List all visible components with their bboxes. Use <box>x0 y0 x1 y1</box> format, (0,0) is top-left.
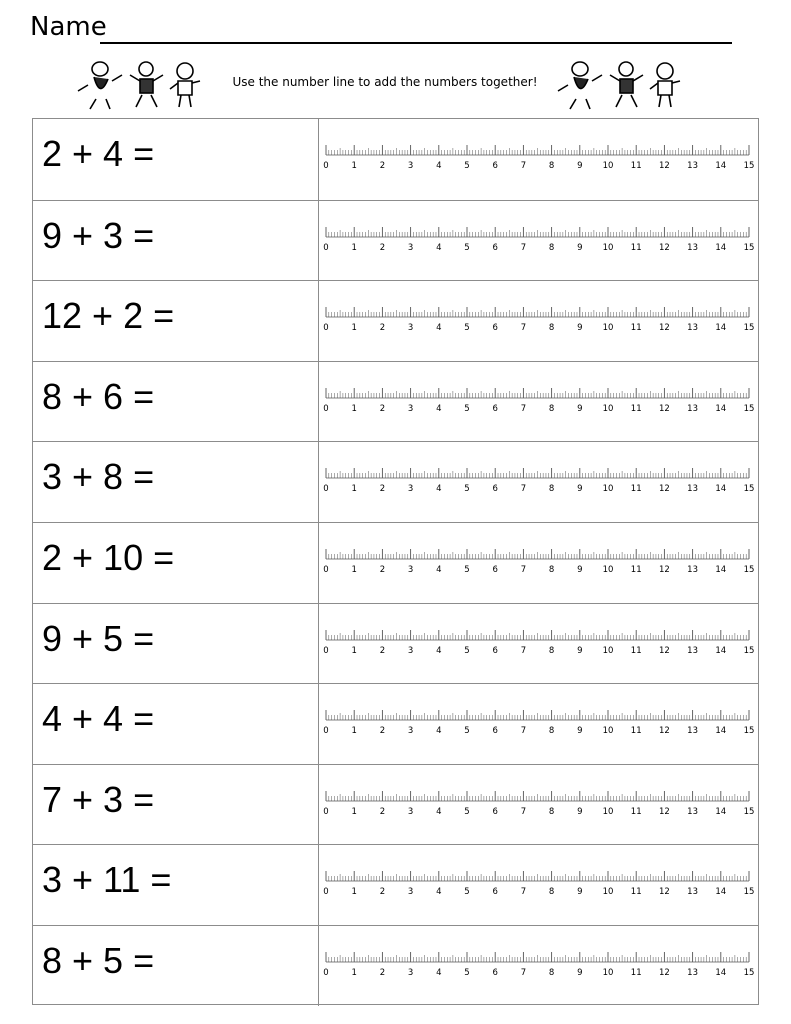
tick-label: 3 <box>407 403 414 414</box>
tick-label: 7 <box>520 806 527 817</box>
tick-label: 15 <box>743 323 755 334</box>
tick-label: 8 <box>548 726 555 737</box>
tick-label: 7 <box>520 323 527 334</box>
tick-label: 4 <box>436 887 442 898</box>
tick-label: 3 <box>407 323 414 334</box>
tick-label: 10 <box>602 887 614 898</box>
tick-label: 4 <box>436 806 442 817</box>
tick-label: 7 <box>520 161 527 171</box>
tick-label: 13 <box>687 484 699 495</box>
tick-label: 8 <box>548 806 555 817</box>
tick-label: 14 <box>715 403 727 414</box>
tick-label: 0 <box>323 887 329 898</box>
number-line[interactable] <box>318 139 758 187</box>
tick-label: 6 <box>492 565 498 575</box>
tick-label: 6 <box>492 726 498 737</box>
tick-label: 6 <box>492 645 498 656</box>
tick-label: 5 <box>464 242 470 253</box>
tick-label: 6 <box>492 968 498 978</box>
problem-text: 3 + 8 = <box>42 456 155 498</box>
problem-table <box>32 118 759 1005</box>
instruction-text: Use the number line to add the numbers together! <box>232 75 538 89</box>
tick-label: 15 <box>743 806 755 817</box>
tick-label: 13 <box>687 403 699 414</box>
tick-label: 14 <box>715 242 727 253</box>
tick-label: 5 <box>464 968 470 978</box>
tick-label: 7 <box>520 968 527 978</box>
tick-label: 4 <box>436 484 442 495</box>
tick-label: 14 <box>715 484 727 495</box>
number-line[interactable] <box>318 543 758 591</box>
problem-row <box>33 361 758 442</box>
tick-label: 1 <box>351 161 357 171</box>
tick-label: 2 <box>379 242 386 253</box>
tick-label: 12 <box>658 887 670 898</box>
tick-label: 7 <box>520 645 527 656</box>
tick-label: 1 <box>351 403 357 414</box>
tick-label: 12 <box>658 806 670 817</box>
tick-label: 2 <box>379 403 386 414</box>
tick-label: 15 <box>743 403 755 414</box>
tick-label: 1 <box>351 645 357 656</box>
tick-label: 15 <box>743 161 755 171</box>
cartoon-kids-left-icon <box>70 55 210 113</box>
problem-text: 12 + 2 = <box>42 295 175 337</box>
problem-row <box>33 683 758 764</box>
tick-label: 3 <box>407 726 414 737</box>
tick-label: 6 <box>492 403 498 414</box>
tick-label: 7 <box>520 242 527 253</box>
tick-label: 9 <box>577 726 583 737</box>
tick-label: 15 <box>743 887 755 898</box>
tick-label: 10 <box>602 565 614 575</box>
tick-label: 7 <box>520 403 527 414</box>
tick-label: 8 <box>548 403 555 414</box>
tick-label: 11 <box>630 726 642 737</box>
tick-label: 0 <box>323 403 329 414</box>
tick-label: 1 <box>351 323 357 334</box>
tick-label: 12 <box>658 968 670 978</box>
tick-label: 12 <box>658 242 670 253</box>
tick-label: 4 <box>436 968 442 978</box>
tick-label: 11 <box>630 242 642 253</box>
tick-label: 11 <box>630 323 642 334</box>
cartoon-kids-right-icon <box>550 55 690 113</box>
tick-label: 10 <box>602 484 614 495</box>
tick-label: 0 <box>323 726 329 737</box>
tick-label: 9 <box>577 242 583 253</box>
problem-row <box>33 280 758 361</box>
tick-label: 3 <box>407 887 414 898</box>
tick-label: 11 <box>630 887 642 898</box>
tick-label: 2 <box>379 484 386 495</box>
tick-label: 15 <box>743 968 755 978</box>
tick-label: 4 <box>436 323 442 334</box>
tick-label: 4 <box>436 161 442 171</box>
tick-label: 10 <box>602 645 614 656</box>
tick-label: 2 <box>379 645 386 656</box>
problem-row <box>33 764 758 845</box>
tick-label: 14 <box>715 161 727 171</box>
tick-label: 5 <box>464 806 470 817</box>
tick-label: 2 <box>379 806 386 817</box>
tick-label: 13 <box>687 242 699 253</box>
tick-label: 4 <box>436 645 442 656</box>
problem-text: 7 + 3 = <box>42 778 155 820</box>
tick-label: 4 <box>436 242 442 253</box>
tick-label: 11 <box>630 403 642 414</box>
tick-label: 5 <box>464 887 470 898</box>
tick-label: 1 <box>351 726 357 737</box>
tick-label: 1 <box>351 484 357 495</box>
tick-label: 5 <box>464 726 470 737</box>
tick-label: 10 <box>602 403 614 414</box>
tick-label: 11 <box>630 484 642 495</box>
problem-row <box>33 200 758 281</box>
number-line[interactable] <box>318 301 758 349</box>
problem-text: 2 + 10 = <box>42 537 175 578</box>
tick-label: 12 <box>658 484 670 495</box>
tick-label: 15 <box>743 645 755 656</box>
tick-label: 13 <box>687 161 699 171</box>
tick-label: 6 <box>492 161 498 171</box>
tick-label: 3 <box>407 242 414 253</box>
tick-label: 7 <box>520 484 527 495</box>
tick-label: 15 <box>743 242 755 253</box>
tick-label: 12 <box>658 645 670 656</box>
tick-label: 9 <box>577 323 583 334</box>
tick-label: 9 <box>577 403 583 414</box>
tick-label: 6 <box>492 242 498 253</box>
tick-label: 5 <box>464 403 470 414</box>
tick-label: 11 <box>630 968 642 978</box>
tick-label: 6 <box>492 484 498 495</box>
problem-row <box>33 844 758 925</box>
tick-label: 15 <box>743 726 755 737</box>
problem-row <box>33 119 758 200</box>
tick-label: 14 <box>715 323 727 334</box>
tick-label: 2 <box>379 161 386 171</box>
tick-label: 10 <box>602 968 614 978</box>
tick-label: 15 <box>743 565 755 575</box>
problem-row <box>33 603 758 684</box>
tick-label: 12 <box>658 161 670 171</box>
tick-label: 14 <box>715 565 727 575</box>
tick-label: 13 <box>687 323 699 334</box>
tick-label: 8 <box>548 323 555 334</box>
problem-text: 9 + 5 = <box>42 617 155 659</box>
tick-label: 3 <box>407 645 414 656</box>
tick-label: 3 <box>407 565 414 575</box>
tick-label: 9 <box>577 968 583 978</box>
tick-label: 0 <box>323 968 329 978</box>
tick-label: 10 <box>602 161 614 171</box>
tick-label: 5 <box>464 484 470 495</box>
number-line[interactable] <box>318 785 758 833</box>
tick-label: 10 <box>602 242 614 253</box>
problem-text: 4 + 4 = <box>42 698 155 740</box>
tick-label: 14 <box>715 806 727 817</box>
tick-label: 0 <box>323 645 329 656</box>
tick-label: 3 <box>407 161 414 171</box>
number-line[interactable] <box>318 865 758 913</box>
tick-label: 9 <box>577 806 583 817</box>
problem-text: 8 + 6 = <box>42 375 155 417</box>
tick-label: 1 <box>351 968 357 978</box>
tick-label: 8 <box>548 484 555 495</box>
tick-label: 9 <box>577 565 583 575</box>
number-line[interactable] <box>318 462 758 510</box>
tick-label: 0 <box>323 323 329 334</box>
tick-label: 14 <box>715 887 727 898</box>
instruction-banner <box>60 55 700 113</box>
tick-label: 1 <box>351 887 357 898</box>
number-line[interactable] <box>318 624 758 672</box>
problem-text: 9 + 3 = <box>42 214 155 256</box>
tick-label: 3 <box>407 968 414 978</box>
tick-label: 11 <box>630 806 642 817</box>
tick-label: 0 <box>323 806 329 817</box>
tick-label: 4 <box>436 565 442 575</box>
tick-label: 4 <box>436 403 442 414</box>
tick-label: 13 <box>687 968 699 978</box>
tick-label: 8 <box>548 968 555 978</box>
tick-label: 0 <box>323 565 329 575</box>
problem-text: 8 + 5 = <box>42 940 155 981</box>
tick-label: 5 <box>464 161 470 171</box>
tick-label: 10 <box>602 323 614 334</box>
tick-label: 4 <box>436 726 442 737</box>
tick-label: 9 <box>577 161 583 171</box>
tick-label: 13 <box>687 565 699 575</box>
tick-label: 5 <box>464 645 470 656</box>
tick-label: 3 <box>407 806 414 817</box>
tick-label: 8 <box>548 565 555 575</box>
tick-label: 6 <box>492 323 498 334</box>
tick-label: 14 <box>715 968 727 978</box>
tick-label: 13 <box>687 806 699 817</box>
tick-label: 1 <box>351 565 357 575</box>
tick-label: 12 <box>658 403 670 414</box>
problem-row <box>33 925 758 1006</box>
problem-text: 2 + 4 = <box>42 133 155 174</box>
tick-label: 8 <box>548 887 555 898</box>
tick-label: 2 <box>379 968 386 978</box>
tick-label: 2 <box>379 323 386 334</box>
tick-label: 0 <box>323 484 329 495</box>
tick-label: 2 <box>379 565 386 575</box>
problem-text: 3 + 11 = <box>42 859 172 901</box>
name-label: Name <box>30 12 107 42</box>
tick-label: 10 <box>602 726 614 737</box>
name-row <box>30 12 732 46</box>
tick-label: 13 <box>687 645 699 656</box>
tick-label: 10 <box>602 806 614 817</box>
tick-label: 13 <box>687 887 699 898</box>
number-line[interactable] <box>318 946 758 994</box>
tick-label: 2 <box>379 726 386 737</box>
number-line[interactable] <box>318 704 758 752</box>
number-line[interactable] <box>318 382 758 430</box>
tick-label: 8 <box>548 645 555 656</box>
tick-label: 7 <box>520 565 527 575</box>
tick-label: 9 <box>577 645 583 656</box>
tick-label: 6 <box>492 887 498 898</box>
tick-label: 1 <box>351 242 357 253</box>
tick-label: 7 <box>520 726 527 737</box>
tick-label: 5 <box>464 323 470 334</box>
tick-label: 6 <box>492 806 498 817</box>
tick-label: 9 <box>577 887 583 898</box>
tick-label: 14 <box>715 645 727 656</box>
tick-label: 3 <box>407 484 414 495</box>
problem-row <box>33 441 758 522</box>
tick-label: 8 <box>548 161 555 171</box>
tick-label: 8 <box>548 242 555 253</box>
tick-label: 11 <box>630 161 642 171</box>
tick-label: 11 <box>630 645 642 656</box>
tick-label: 13 <box>687 726 699 737</box>
tick-label: 1 <box>351 806 357 817</box>
tick-label: 2 <box>379 887 386 898</box>
tick-label: 12 <box>658 726 670 737</box>
problem-row <box>33 522 758 603</box>
tick-label: 12 <box>658 323 670 334</box>
tick-label: 9 <box>577 484 583 495</box>
tick-label: 12 <box>658 565 670 575</box>
tick-label: 15 <box>743 484 755 495</box>
tick-label: 5 <box>464 565 470 575</box>
tick-label: 0 <box>323 161 329 171</box>
tick-label: 7 <box>520 887 527 898</box>
number-line[interactable] <box>318 221 758 269</box>
tick-label: 14 <box>715 726 727 737</box>
tick-label: 11 <box>630 565 642 575</box>
name-write-line[interactable] <box>100 42 732 44</box>
tick-label: 0 <box>323 242 329 253</box>
